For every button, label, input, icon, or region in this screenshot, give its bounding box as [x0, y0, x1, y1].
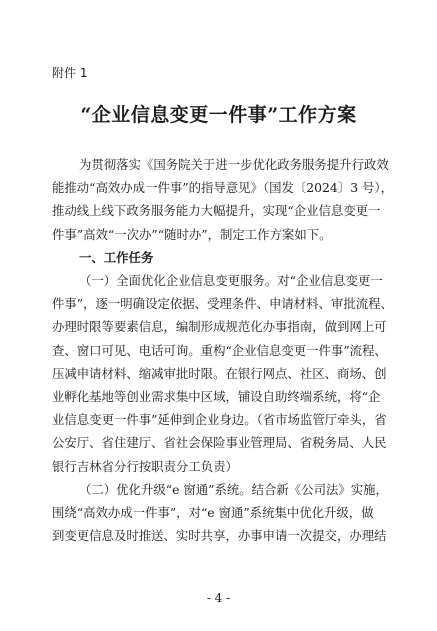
body-line: 公安厅、省住建厅、省社会保险事业管理局、省税务局、人民	[52, 435, 387, 451]
body-line: 推动线上线下政务服务能力大幅提升，实现“企业信息变更一	[52, 203, 381, 219]
page-number: - 4 -	[206, 591, 231, 605]
body-line: 为贯彻落实《国务院关于进一步优化政务服务提升行政效	[79, 157, 389, 172]
document-title: “企业信息变更一件事”工作方案	[80, 104, 357, 126]
section-heading: 一、工作任务	[79, 249, 154, 265]
body-line: 业信息变更一件事”延伸到企业身边。（省市场监管厅牵头，省	[52, 412, 387, 428]
body-line: 件事”高效“一次办”“随时办”，制定工作方案如下。	[52, 226, 332, 242]
body-line: 围绕“高效办成一件事”，对“e 窗通”系统集中优化升级，做	[52, 505, 374, 521]
body-line: 业孵化基地等创业需求集中区域，铺设自助终端系统，将“企	[52, 389, 381, 405]
body-line: （二）优化升级“e 窗通”系统。结合新《公司法》实施，	[79, 481, 388, 497]
body-line: 办理时限等要素信息，编制形成规范化办事指南，做到网上可	[52, 319, 387, 335]
body-line: 件事”，逐一明确设定依据、受理条件、申请材料、审批流程、	[52, 296, 393, 312]
body-line: 银行吉林省分行按职责分工负责）	[52, 458, 238, 474]
body-line: 能推动“高效办成一件事”的指导意见》（国发〔2024〕3 号），	[52, 180, 393, 196]
document-body	[52, 153, 392, 547]
attachment-label: 附件 1	[52, 66, 88, 80]
body-line: （一）全面优化企业信息变更服务。对“企业信息变更一	[79, 273, 383, 289]
body-line: 查、窗口可见、电话可询。重构“企业信息变更一件事”流程、	[52, 342, 387, 358]
body-line: 到变更信息及时推送、实时共享，办事申请一次提交，办理结	[52, 528, 387, 544]
body-line: 压减申请材料、缩减审批时限。在银行网点、社区、商场、创	[52, 365, 387, 381]
